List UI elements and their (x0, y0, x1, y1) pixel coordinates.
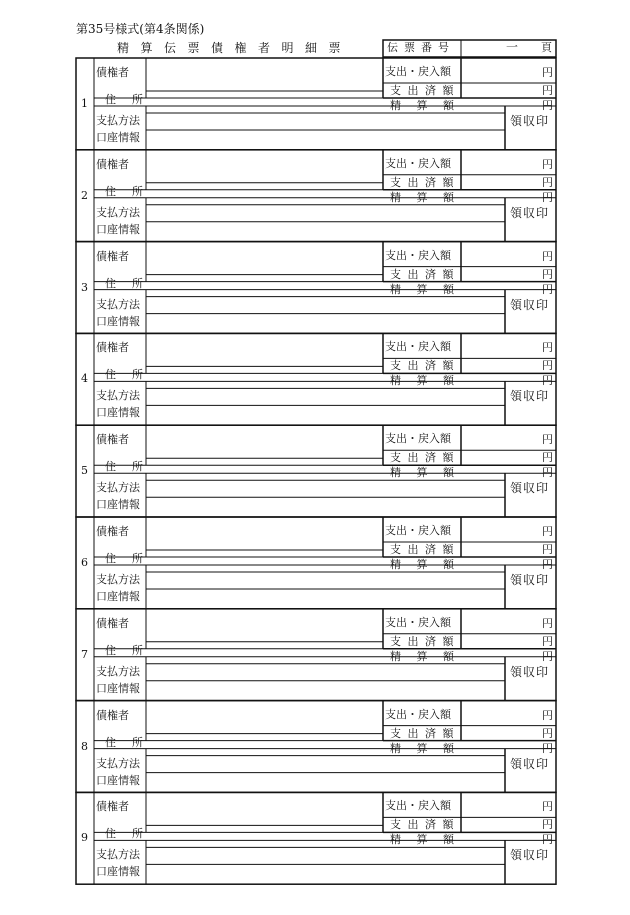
yen-unit: 円 (542, 818, 553, 832)
disbursement-label: 支出・戻入額 (385, 340, 451, 354)
account-info-label: 口座情報 (96, 131, 140, 144)
yen-unit: 円 (542, 267, 553, 281)
account-info-label: 口座情報 (96, 222, 140, 236)
payment-method-label: 支払方法 (96, 114, 140, 127)
paid-amount-label: 支出済額 (390, 267, 460, 281)
record-number: 9 (81, 831, 88, 845)
disbursement-label: 支出・戻入額 (385, 615, 451, 629)
page-unit-label: 頁 (541, 41, 552, 54)
paid-amount-label: 支出済額 (390, 451, 460, 465)
account-info-label: 口座情報 (96, 314, 140, 328)
settlement-amount-label: 精算額 (390, 190, 470, 204)
address-label: 住所 (105, 735, 159, 749)
receipt-seal-label: 領収印 (510, 114, 550, 128)
record-box (76, 333, 556, 425)
payment-method-label: 支払方法 (96, 756, 140, 770)
receipt-seal-label: 領収印 (510, 481, 550, 496)
address-label: 住所 (105, 184, 159, 198)
creditor-label: 債権者 (96, 341, 129, 355)
yen-unit: 円 (542, 433, 553, 447)
yen-unit: 円 (542, 543, 553, 556)
record-box (76, 242, 556, 334)
yen-unit: 円 (542, 726, 553, 740)
record-box (76, 792, 556, 884)
yen-unit: 円 (542, 341, 553, 355)
paid-amount-label: 支出済額 (390, 359, 460, 373)
yen-unit: 円 (542, 157, 553, 171)
voucher-number-label: 伝票番号 (387, 41, 455, 54)
settlement-amount-label: 精算額 (390, 99, 470, 112)
receipt-seal-label: 領収印 (510, 664, 550, 679)
address-label: 住所 (105, 643, 159, 657)
yen-unit: 円 (542, 359, 553, 373)
receipt-seal-label: 領収印 (510, 573, 550, 587)
account-info-label: 口座情報 (96, 773, 140, 787)
settlement-amount-label: 精算額 (390, 833, 470, 847)
yen-unit: 円 (542, 649, 553, 663)
address-label: 住所 (105, 368, 159, 382)
disbursement-label: 支出・戻入額 (385, 432, 451, 446)
account-info-label: 口座情報 (96, 406, 140, 420)
record-box (76, 701, 556, 793)
receipt-seal-label: 領収印 (510, 848, 550, 863)
receipt-seal-label: 領収印 (510, 297, 550, 312)
creditor-label: 債権者 (96, 66, 129, 79)
settlement-amount-label: 精算額 (390, 374, 470, 388)
yen-unit: 円 (542, 833, 553, 847)
yen-unit: 円 (542, 525, 553, 538)
address-label: 住所 (105, 93, 159, 106)
disbursement-label: 支出・戻入額 (385, 707, 451, 721)
creditor-label: 債権者 (96, 525, 129, 538)
yen-unit: 円 (542, 451, 553, 465)
creditor-label: 債権者 (96, 708, 129, 722)
receipt-seal-label: 領収印 (510, 389, 550, 404)
yen-unit: 円 (542, 249, 553, 263)
record-number: 5 (81, 464, 88, 478)
record-number: 3 (81, 280, 88, 294)
disbursement-label: 支出・戻入額 (385, 524, 451, 537)
payment-method-label: 支払方法 (96, 205, 140, 219)
creditor-label: 債権者 (96, 616, 129, 630)
payment-method-label: 支払方法 (96, 481, 140, 495)
yen-unit: 円 (542, 558, 553, 571)
creditor-label: 債権者 (96, 249, 129, 263)
account-info-label: 口座情報 (96, 681, 140, 695)
form-number: 第35号様式(第4条関係) (76, 22, 205, 36)
payment-method-label: 支払方法 (96, 389, 140, 403)
settlement-amount-label: 精算額 (390, 466, 470, 480)
settlement-amount-label: 精算額 (390, 558, 470, 571)
disbursement-label: 支出・戻入額 (385, 799, 451, 813)
address-label: 住所 (105, 827, 159, 841)
settlement-amount-label: 精算額 (390, 282, 470, 296)
yen-unit: 円 (542, 175, 553, 189)
yen-unit: 円 (542, 616, 553, 630)
receipt-seal-label: 領収印 (510, 756, 550, 771)
yen-unit: 円 (542, 708, 553, 722)
record-box (76, 517, 556, 609)
yen-unit: 円 (542, 282, 553, 296)
settlement-amount-label: 精算額 (390, 649, 470, 663)
voucher-number-box (383, 40, 556, 57)
receipt-seal-label: 領収印 (510, 205, 550, 220)
paid-amount-label: 支出済額 (390, 726, 460, 740)
address-label: 住所 (105, 276, 159, 290)
payment-method-label: 支払方法 (96, 297, 140, 311)
yen-unit: 円 (542, 84, 553, 97)
creditor-label: 債権者 (96, 157, 129, 171)
page-number-separator: 一 (506, 40, 519, 54)
creditor-label: 債権者 (96, 800, 129, 814)
form-title: 精算伝票債権者明細票 (117, 41, 353, 55)
payment-method-label: 支払方法 (96, 848, 140, 862)
settlement-amount-label: 精算額 (390, 741, 470, 755)
paid-amount-label: 支出済額 (390, 84, 460, 97)
disbursement-label: 支出・戻入額 (385, 248, 451, 262)
paid-amount-label: 支出済額 (390, 543, 460, 556)
yen-unit: 円 (542, 374, 553, 388)
address-label: 住所 (105, 460, 159, 474)
paid-amount-label: 支出済額 (390, 818, 460, 832)
record-number: 7 (81, 647, 88, 661)
record-box (76, 150, 556, 242)
disbursement-label: 支出・戻入額 (385, 156, 451, 170)
yen-unit: 円 (542, 66, 553, 79)
record-box (76, 425, 556, 517)
record-number: 1 (81, 97, 88, 110)
record-number: 2 (81, 188, 88, 202)
record-box (76, 58, 556, 150)
yen-unit: 円 (542, 466, 553, 480)
yen-unit: 円 (542, 800, 553, 814)
account-info-label: 口座情報 (96, 590, 140, 603)
yen-unit: 円 (542, 190, 553, 204)
paid-amount-label: 支出済額 (390, 175, 460, 189)
payment-method-label: 支払方法 (96, 664, 140, 678)
creditor-label: 債権者 (96, 433, 129, 447)
address-label: 住所 (105, 552, 159, 565)
record-number: 6 (81, 556, 88, 569)
account-info-label: 口座情報 (96, 498, 140, 512)
paid-amount-label: 支出済額 (390, 634, 460, 648)
yen-unit: 円 (542, 99, 553, 112)
payment-method-label: 支払方法 (96, 573, 140, 586)
disbursement-label: 支出・戻入額 (385, 65, 451, 78)
yen-unit: 円 (542, 634, 553, 648)
account-info-label: 口座情報 (96, 865, 140, 879)
record-box (76, 609, 556, 701)
yen-unit: 円 (542, 741, 553, 755)
record-number: 4 (81, 372, 88, 386)
record-number: 8 (81, 739, 88, 753)
